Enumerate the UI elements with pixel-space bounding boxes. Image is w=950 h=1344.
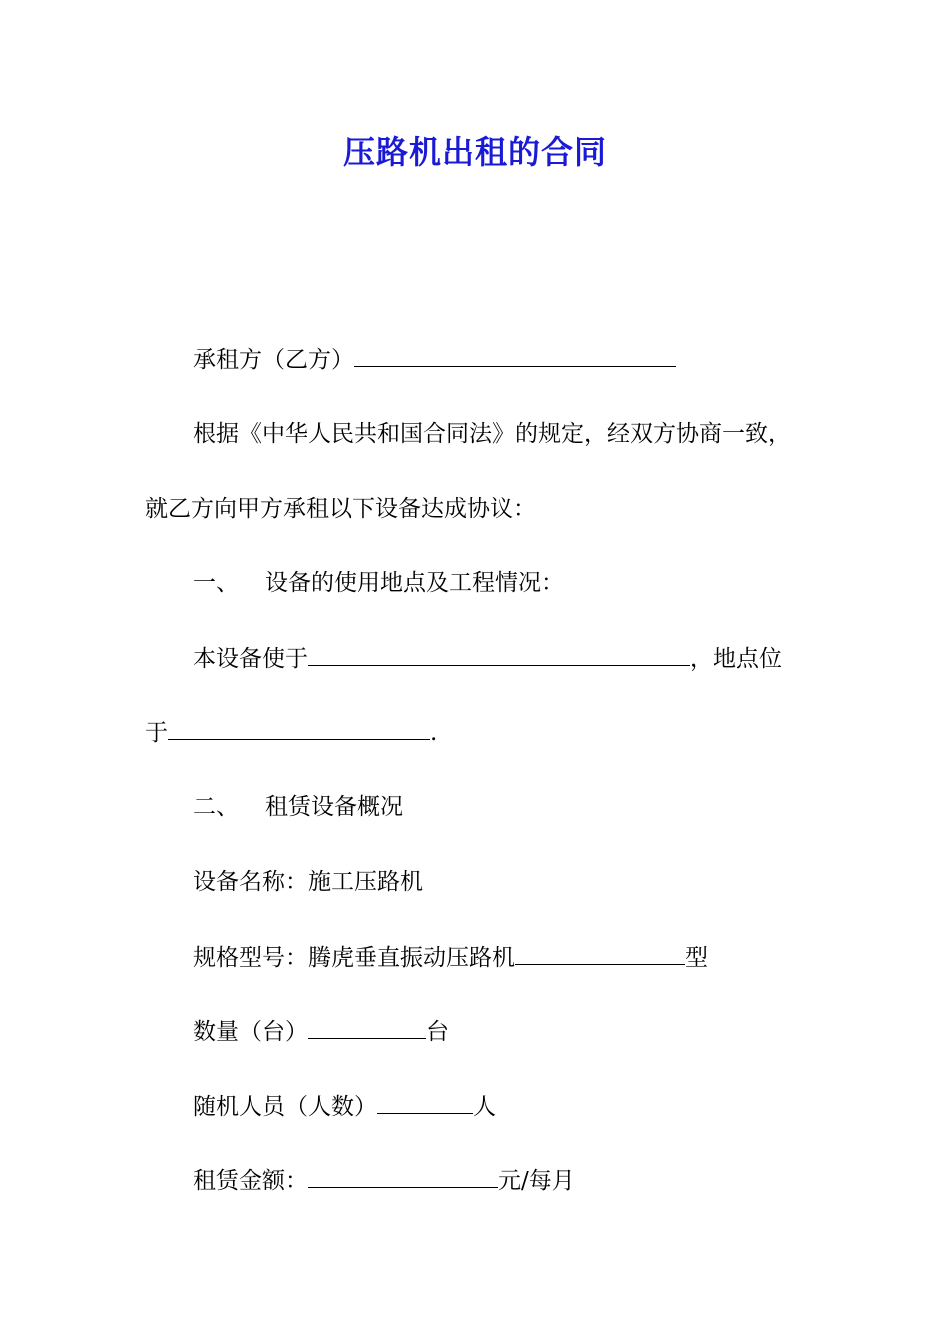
section-2-number: 二、: [193, 794, 239, 820]
location-blank[interactable]: [168, 715, 430, 740]
quantity-prefix: 数量（台）: [193, 1019, 308, 1045]
lessee-line: [193, 342, 676, 377]
section-2-heading: 租赁设备概况: [265, 794, 403, 820]
quantity-suffix: 台: [426, 1019, 449, 1045]
model-line: [193, 940, 708, 975]
quantity-line: [193, 1014, 449, 1049]
equipment-name-line: 设备名称：施工压路机: [193, 869, 423, 895]
document-title: 压路机出租的合同: [342, 133, 607, 171]
staff-blank[interactable]: [377, 1089, 473, 1114]
amount-suffix: 元/每月: [498, 1168, 575, 1194]
section-2-heading-line: [193, 790, 403, 824]
model-suffix: 型: [685, 945, 708, 971]
section-1-heading-line: [193, 566, 564, 600]
amount-blank[interactable]: [308, 1163, 498, 1188]
intro-line-2: 就乙方向甲方承租以下设备达成协议：: [145, 496, 536, 522]
usage-suffix: ，地点位: [690, 646, 782, 672]
location-line: [145, 715, 437, 750]
location-suffix: .: [430, 720, 438, 746]
intro-line-1: 根据《中华人民共和国合同法》的规定，经双方协商一致，: [193, 421, 791, 447]
staff-line: [193, 1089, 496, 1124]
amount-line: [193, 1163, 575, 1198]
usage-prefix: 本设备使于: [193, 646, 308, 672]
lessee-blank[interactable]: [354, 342, 676, 367]
staff-prefix: 随机人员（人数）: [193, 1094, 377, 1120]
usage-blank[interactable]: [308, 641, 690, 666]
staff-suffix: 人: [473, 1094, 496, 1120]
usage-line: [193, 641, 782, 676]
quantity-blank[interactable]: [308, 1014, 426, 1039]
section-1-heading: 设备的使用地点及工程情况：: [265, 570, 564, 596]
model-prefix: 规格型号：腾虎垂直振动压路机: [193, 945, 515, 971]
section-1-number: 一、: [193, 570, 239, 596]
amount-prefix: 租赁金额：: [193, 1168, 308, 1194]
model-blank[interactable]: [515, 940, 685, 965]
location-prefix: 于: [145, 720, 168, 746]
lessee-label: 承租方（乙方）: [193, 347, 354, 373]
